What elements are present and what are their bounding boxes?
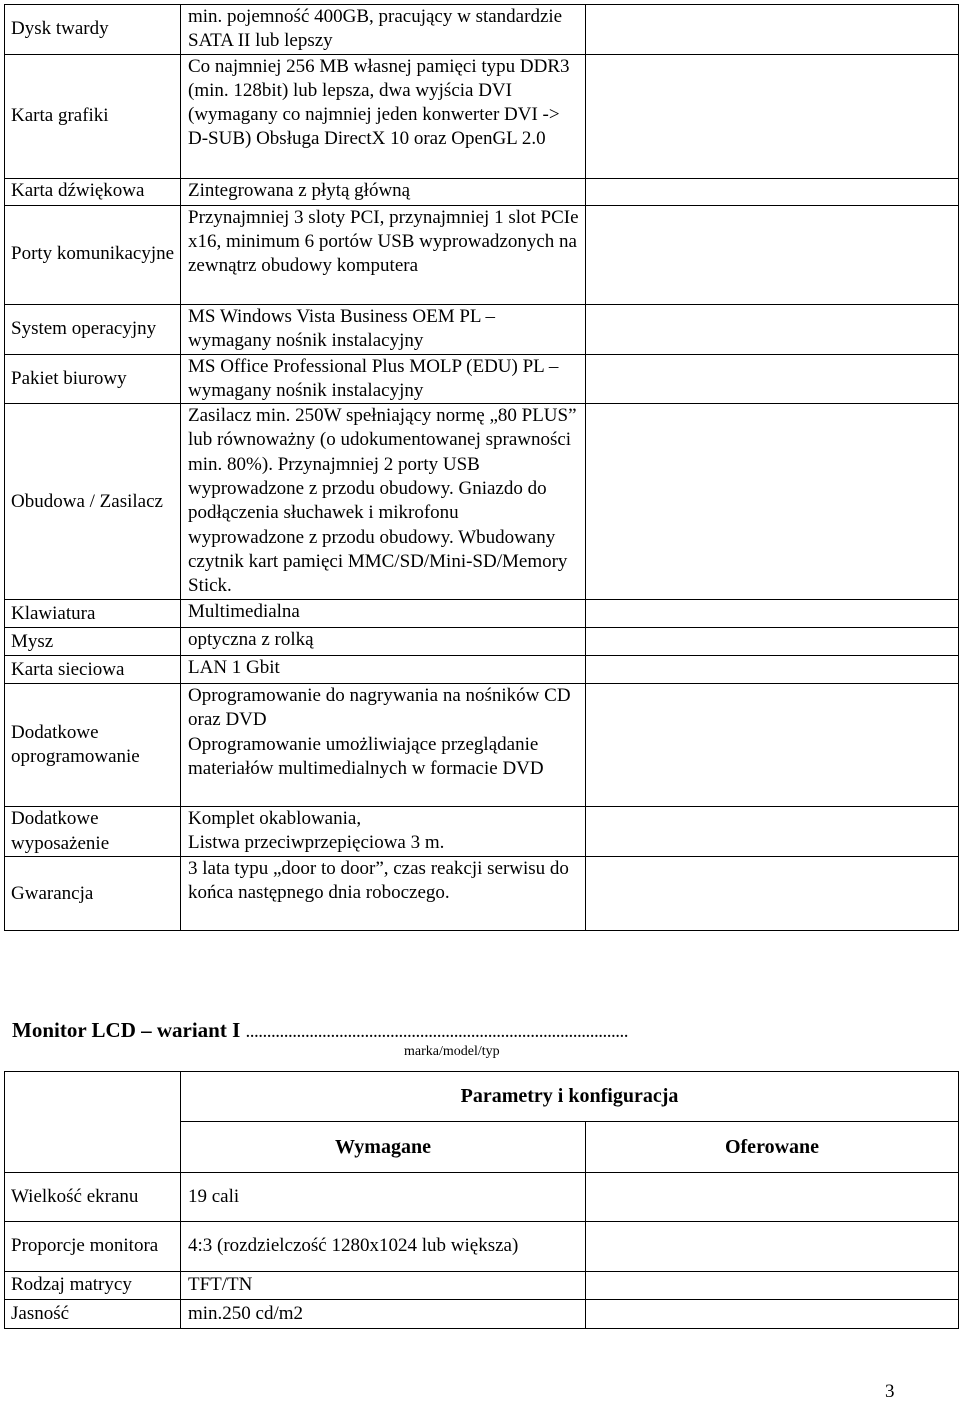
spec-table-computer	[4, 4, 959, 931]
row-label	[5, 5, 181, 55]
value-text: Zasilacz min. 250W spełniający normę „80 PLUS” lub równoważny (o udokumentowanej sprawności min. 80%). Przynajmniej 2 porty USB wyprowadzone z przodu obudowy. Gniazdo do podłączenia słuchawek i mikrofonu wyprowadzone z przodu obudowy. Wbudowany czytnik kart pamięci MMC/SD/Mini-SD/Memory Stick.	[188, 405, 577, 597]
table-row	[5, 1300, 959, 1329]
table-row	[5, 807, 959, 857]
value-text: Zintegrowana z płytą główną	[188, 179, 411, 201]
label-text: Klawiatura	[11, 602, 96, 624]
monitor-heading	[12, 1018, 628, 1044]
table-row	[5, 304, 959, 354]
row-label	[5, 656, 181, 684]
row-label	[5, 1173, 181, 1222]
header-required-cell	[181, 1122, 586, 1173]
header-row	[5, 1072, 959, 1122]
brand-model-fill-line[interactable]: ..........................................................................................	[245, 1021, 629, 1042]
label-text: Pakiet biurowy	[11, 367, 127, 389]
row-value	[181, 5, 586, 55]
table-row	[5, 628, 959, 656]
row-value	[181, 404, 586, 600]
label-text: Mysz	[11, 630, 54, 652]
row-label	[5, 205, 181, 304]
brand-model-caption: marka/model/typ	[404, 1044, 500, 1059]
row-label	[5, 404, 181, 600]
offered-cell[interactable]	[586, 404, 959, 600]
table-row	[5, 656, 959, 684]
row-label	[5, 628, 181, 656]
monitor-heading-text: Monitor LCD – wariant I	[12, 1018, 241, 1042]
label-text: Obudowa / Zasilacz	[11, 490, 163, 512]
table-row	[5, 1272, 959, 1300]
row-value	[181, 600, 586, 628]
label-text: Dysk twardy	[11, 18, 109, 40]
value-text: Komplet okablowania, Listwa przeciwprzepięciowa 3 m.	[188, 808, 445, 854]
label-text: Karta dźwiękowa	[11, 180, 145, 202]
table-row	[5, 684, 959, 807]
row-value	[181, 684, 586, 807]
row-value	[181, 1173, 586, 1222]
offered-cell[interactable]	[586, 354, 959, 404]
label-text: Jasność	[11, 1302, 70, 1324]
offered-cell[interactable]	[586, 54, 959, 178]
value-text: MS Windows Vista Business OEM PL – wymagany nośnik instalacyjny	[188, 305, 496, 351]
value-text: 19 cali	[188, 1185, 240, 1207]
offered-cell[interactable]	[586, 628, 959, 656]
offered-cell[interactable]	[586, 1300, 959, 1329]
col-offered-label: Oferowane	[724, 1135, 820, 1158]
row-value	[181, 656, 586, 684]
value-text: Przynajmniej 3 sloty PCI, przynajmniej 1 slot PCIe x16, minimum 6 portów USB wyprowadzonych na zewnątrz obudowy komputera	[188, 206, 579, 277]
offered-cell[interactable]	[586, 5, 959, 55]
header-blank-cell	[5, 1072, 181, 1173]
col-required-label: Wymagane	[335, 1135, 431, 1158]
offered-cell[interactable]	[586, 807, 959, 857]
row-value	[181, 1222, 586, 1272]
value-text: MS Office Professional Plus MOLP (EDU) PL – wymagany nośnik instalacyjny	[188, 355, 559, 401]
value-text: optyczna z rolką	[188, 629, 314, 651]
row-value	[181, 857, 586, 931]
offered-cell[interactable]	[586, 205, 959, 304]
table-row	[5, 1222, 959, 1272]
header-group-title: Parametry i konfiguracja	[460, 1085, 679, 1108]
label-text: Gwarancja	[11, 882, 94, 904]
page-number: 3	[885, 1381, 895, 1402]
row-label	[5, 857, 181, 931]
row-value	[181, 354, 586, 404]
offered-cell[interactable]	[586, 1173, 959, 1222]
label-text: Porty komunikacyjne	[11, 243, 175, 265]
row-label	[5, 1272, 181, 1300]
row-label	[5, 54, 181, 178]
header-group-cell	[181, 1072, 959, 1122]
table-row	[5, 5, 959, 55]
row-label	[5, 304, 181, 354]
offered-cell[interactable]	[586, 304, 959, 354]
offered-cell[interactable]	[586, 178, 959, 205]
value-text: Oprogramowanie do nagrywania na nośników CD oraz DVD Oprogramowanie umożliwiające przeglądanie materiałów multimedialnych w formacie DVD	[188, 685, 571, 780]
offered-cell[interactable]	[586, 857, 959, 931]
row-value	[181, 205, 586, 304]
label-text: Dodatkowe wyposażenie	[11, 808, 110, 854]
label-text: Rodzaj matrycy	[11, 1274, 132, 1296]
label-text: Dodatkowe oprogramowanie	[11, 721, 140, 768]
offered-cell[interactable]	[586, 656, 959, 684]
header-offered-cell	[586, 1122, 959, 1173]
table-row	[5, 354, 959, 404]
table-row	[5, 404, 959, 600]
row-label	[5, 178, 181, 205]
row-label	[5, 600, 181, 628]
offered-cell[interactable]	[586, 1272, 959, 1300]
table-row	[5, 1173, 959, 1222]
value-text: min.250 cd/m2	[188, 1302, 304, 1324]
value-text: Multimedialna	[188, 601, 300, 623]
value-text: TFT/TN	[188, 1274, 253, 1296]
row-value	[181, 807, 586, 857]
row-label	[5, 684, 181, 807]
value-text: LAN 1 Gbit	[188, 657, 280, 679]
label-text: Karta sieciowa	[11, 658, 125, 680]
row-value	[181, 54, 586, 178]
offered-cell[interactable]	[586, 684, 959, 807]
value-text: 4:3 (rozdzielczość 1280x1024 lub większa)	[188, 1235, 519, 1257]
table-row	[5, 178, 959, 205]
row-value	[181, 628, 586, 656]
row-value	[181, 1272, 586, 1300]
row-label	[5, 1300, 181, 1329]
value-text: 3 lata typu „door to door”, czas reakcji serwisu do końca następnego dnia roboczego.	[188, 858, 569, 904]
table-row	[5, 600, 959, 628]
label-text: Proporcje monitora	[11, 1235, 159, 1257]
value-text: Co najmniej 256 MB własnej pamięci typu DDR3 (min. 128bit) lub lepsza, dwa wyjścia DVI (wymagany co najmniej jeden konwerter DVI -> D-SUB) Obsługa DirectX 10 oraz OpenGL 2.0	[188, 55, 570, 150]
label-text: Karta grafiki	[11, 104, 109, 126]
row-label	[5, 1222, 181, 1272]
spec-table-monitor	[4, 1071, 959, 1329]
offered-cell[interactable]	[586, 1222, 959, 1272]
row-label	[5, 807, 181, 857]
row-value	[181, 304, 586, 354]
label-text: Wielkość ekranu	[11, 1185, 139, 1207]
offered-cell[interactable]	[586, 600, 959, 628]
label-text: System operacyjny	[11, 317, 157, 339]
value-text: min. pojemność 400GB, pracujący w standardzie SATA II lub lepszy	[188, 6, 563, 52]
row-value	[181, 1300, 586, 1329]
table-row	[5, 205, 959, 304]
table-row	[5, 857, 959, 931]
row-label	[5, 354, 181, 404]
table-row	[5, 54, 959, 178]
row-value	[181, 178, 586, 205]
